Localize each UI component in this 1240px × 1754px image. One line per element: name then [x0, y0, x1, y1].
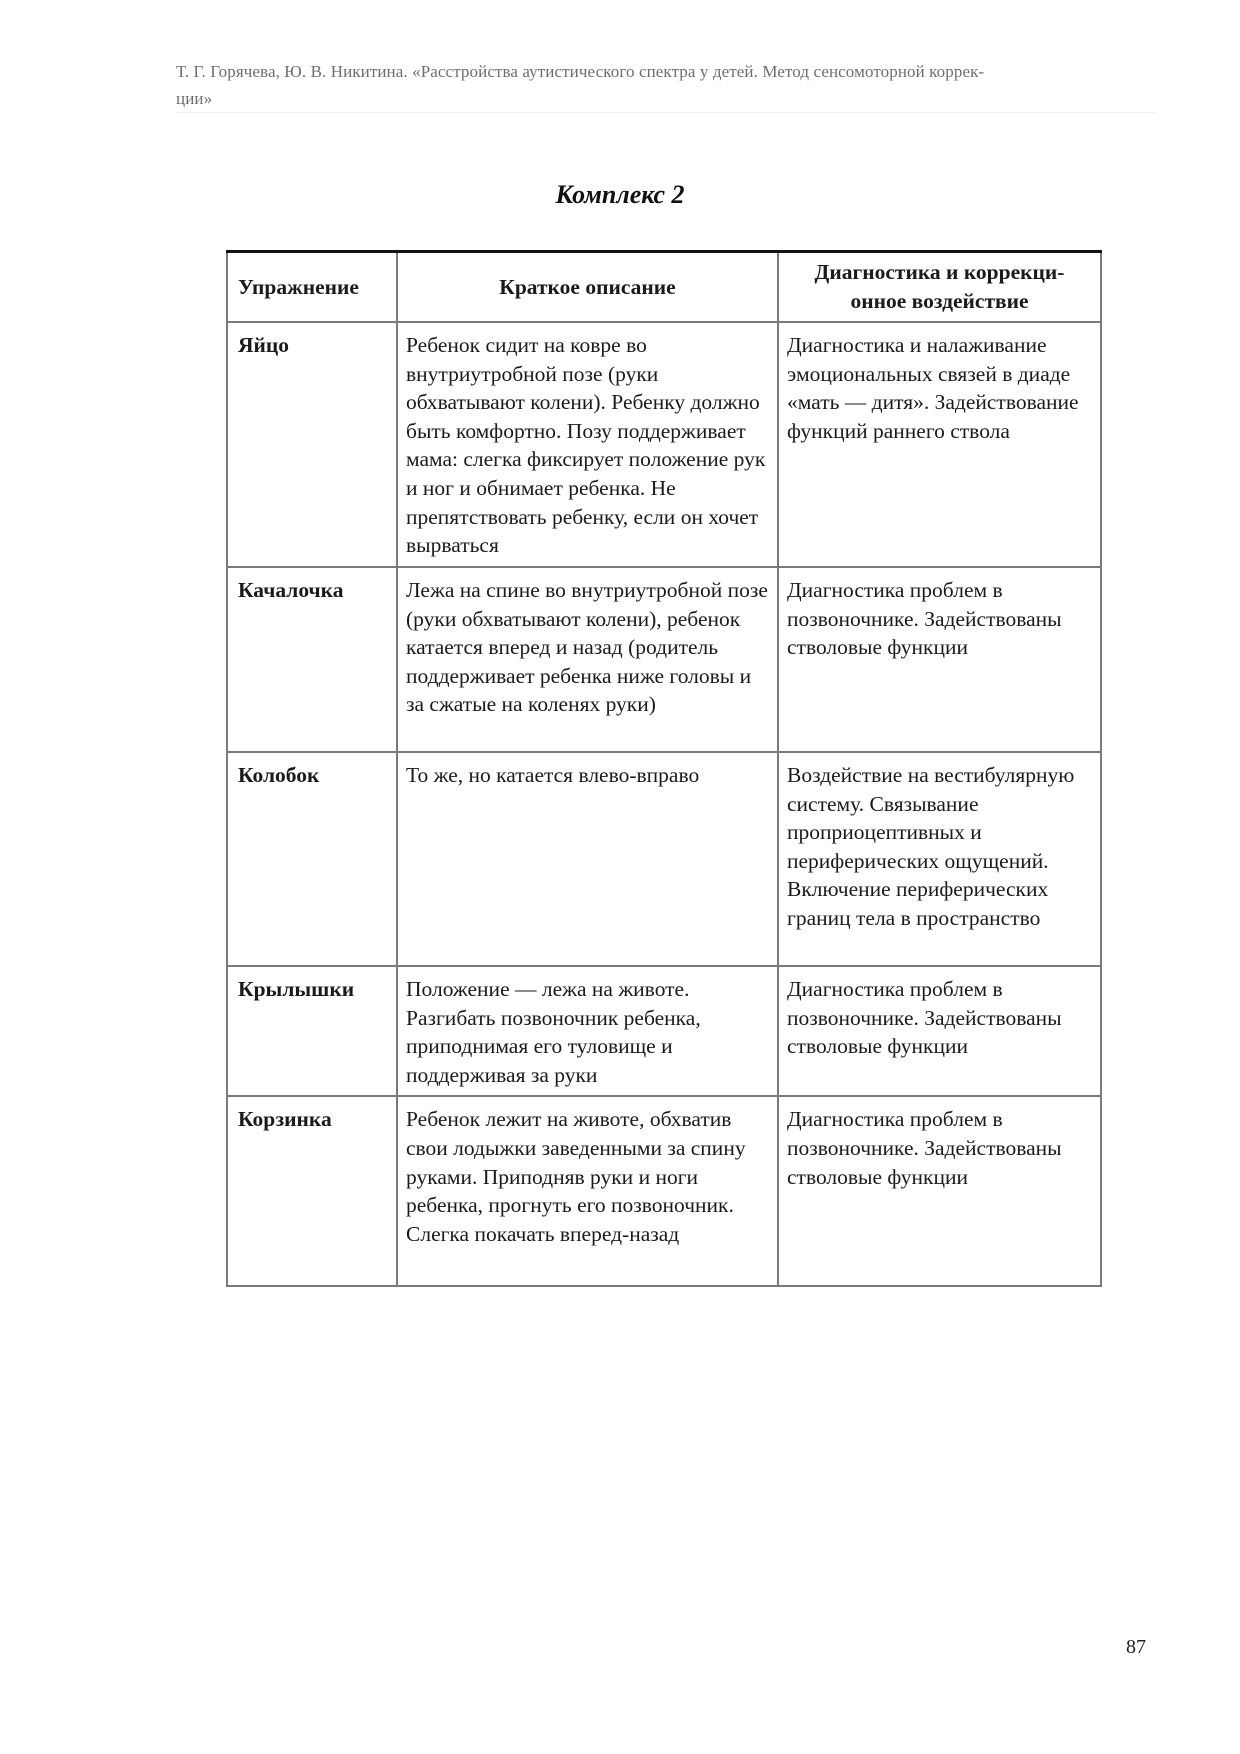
exercise-name: Яйцо	[227, 322, 397, 567]
table-row	[227, 1096, 1101, 1286]
exercise-description: Ребенок лежит на животе, обхватив свои лодыжки заведенными за спину руками. Приподняв руки и ноги ребенка, прогнуть его позвоночник. Слегка покачать вперед-назад	[397, 1096, 778, 1286]
column-header-effect-line-1: Диагностика и коррекци-	[814, 260, 1065, 285]
exercise-name: Качалочка	[227, 567, 397, 752]
table-header-row	[227, 252, 1101, 323]
exercise-effect: Диагностика проблем в позвоночнике. Задействованы стволовые функции	[778, 567, 1101, 752]
column-header-effect-line-2: онное воздействие	[850, 289, 1029, 313]
exercise-name: Корзинка	[227, 1096, 397, 1286]
table-row	[227, 567, 1101, 752]
table-row	[227, 322, 1101, 567]
exercise-description: Ребенок сидит на ковре во внутриутробной позе (руки обхватывают колени). Ребенку должно быть комфортно. Позу поддерживает мама: слегка фиксирует положение рук и ног и обнимает ребенка. Не препятствовать ребенку, если он хочет вырваться	[397, 322, 778, 567]
running-head-line-1: Т. Г. Горячева, Ю. В. Никитина. «Расстройства аутистического спектра у детей. Метод сенсомоторной коррек-	[176, 62, 985, 81]
column-header-effect	[778, 252, 1101, 323]
exercise-effect: Воздействие на вестибулярную систему. Связывание проприоцептивных и периферических ощущений. Включение периферических границ тела в пространство	[778, 752, 1101, 966]
exercise-table	[226, 250, 1102, 1287]
exercise-name: Крылышки	[227, 966, 397, 1096]
page-number: 87	[1126, 1636, 1146, 1658]
exercise-name: Колобок	[227, 752, 397, 966]
exercise-effect: Диагностика проблем в позвоночнике. Задействованы стволовые функции	[778, 1096, 1101, 1286]
running-head-line-2: ции»	[176, 89, 213, 108]
table-row	[227, 752, 1101, 966]
exercise-description: Лежа на спине во внутриутробной позе (руки обхватывают колени), ребенок катается вперед и назад (родитель поддерживает ребенка ниже головы и за сжатые на коленях руки)	[397, 567, 778, 752]
running-head	[176, 58, 1136, 112]
exercise-effect: Диагностика и налаживание эмоциональных связей в диаде «мать — дитя». Задействование функций раннего ствола	[778, 322, 1101, 567]
section-title: Комплекс 2	[555, 180, 685, 209]
exercise-description: Положение — лежа на животе. Разгибать позвоночник ребенка, приподнимая его туловище и поддерживая за руки	[397, 966, 778, 1096]
header-divider	[176, 112, 1156, 113]
column-header-exercise: Упражнение	[227, 252, 397, 323]
exercise-effect: Диагностика проблем в позвоночнике. Задействованы стволовые функции	[778, 966, 1101, 1096]
column-header-description: Краткое описание	[397, 252, 778, 323]
exercise-description: То же, но катается влево-вправо	[397, 752, 778, 966]
table-row	[227, 966, 1101, 1096]
